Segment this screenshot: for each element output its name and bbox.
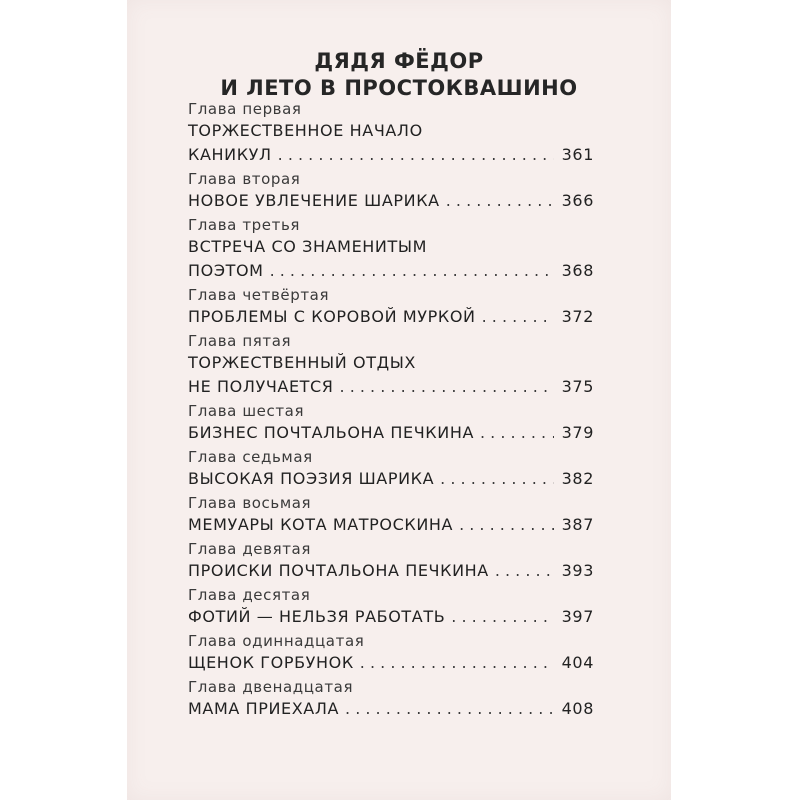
page-number: 408 [561, 699, 594, 718]
toc-list [188, 99, 594, 723]
chapter-title-line: ВСТРЕЧА СО ЗНАМЕНИТЫМ [188, 237, 427, 256]
chapter-label: Глава четвёртая [188, 286, 330, 304]
dot-leader [440, 467, 554, 491]
page-number: 379 [561, 423, 594, 442]
toc-heading [127, 48, 671, 102]
dot-leader [360, 651, 554, 675]
page-number: 361 [561, 145, 594, 164]
chapter-title: БИЗНЕС ПОЧТАЛЬОНА ПЕЧКИНА [188, 423, 474, 442]
chapter-title-row [188, 143, 594, 167]
chapter-title-row [188, 305, 594, 329]
toc-entry [188, 169, 594, 213]
book-page [127, 0, 671, 800]
chapter-title: КАНИКУЛ [188, 145, 272, 164]
dot-leader [451, 605, 554, 629]
toc-heading-line-1: ДЯДЯ ФЁДОР [314, 49, 484, 73]
chapter-title: ВЫСОКАЯ ПОЭЗИЯ ШАРИКА [188, 469, 435, 488]
toc-entry [188, 401, 594, 445]
chapter-title: ФОТИЙ — НЕЛЬЗЯ РАБОТАТЬ [188, 607, 446, 626]
chapter-title: НЕ ПОЛУЧАЕТСЯ [188, 377, 334, 396]
chapter-label: Глава одиннадцатая [188, 632, 365, 650]
chapter-title-row [188, 421, 594, 445]
page-number: 404 [561, 653, 594, 672]
chapter-title-row [188, 513, 594, 537]
page-number: 366 [561, 191, 594, 210]
page-number: 393 [561, 561, 594, 580]
dot-leader [446, 189, 554, 213]
toc-entry [188, 631, 594, 675]
page-number: 368 [561, 261, 594, 280]
toc-entry [188, 99, 594, 167]
toc-entry [188, 493, 594, 537]
chapter-title: НОВОЕ УВЛЕЧЕНИЕ ШАРИКА [188, 191, 440, 210]
dot-leader [480, 421, 554, 445]
toc-heading-line-2: И ЛЕТО В ПРОСТОКВАШИНО [220, 76, 578, 100]
dot-leader [345, 697, 554, 721]
chapter-label: Глава двенадцатая [188, 678, 354, 696]
page-number: 375 [561, 377, 594, 396]
chapter-title-line: ТОРЖЕСТВЕННЫЙ ОТДЫХ [188, 353, 416, 372]
toc-entry [188, 447, 594, 491]
chapter-title-row [188, 189, 594, 213]
toc-entry [188, 215, 594, 283]
chapter-label: Глава третья [188, 216, 301, 234]
toc-entry [188, 677, 594, 721]
chapter-label: Глава седьмая [188, 448, 313, 466]
chapter-title-row [188, 697, 594, 721]
chapter-title-line: ТОРЖЕСТВЕННОЕ НАЧАЛО [188, 121, 423, 140]
chapter-title-row [188, 375, 594, 399]
chapter-label: Глава первая [188, 100, 302, 118]
chapter-label: Глава шестая [188, 402, 305, 420]
chapter-title-row [188, 559, 594, 583]
page-number: 372 [561, 307, 594, 326]
chapter-title: ПРОБЛЕМЫ С КОРОВОЙ МУРКОЙ [188, 307, 476, 326]
chapter-label: Глава десятая [188, 586, 311, 604]
chapter-label: Глава восьмая [188, 494, 312, 512]
page-number: 387 [561, 515, 594, 534]
toc-entry [188, 331, 594, 399]
chapter-title-row [188, 467, 594, 491]
chapter-title: МАМА ПРИЕХАЛА [188, 699, 340, 718]
toc-entry [188, 539, 594, 583]
chapter-label: Глава вторая [188, 170, 301, 188]
dot-leader [459, 513, 554, 537]
page-number: 397 [561, 607, 594, 626]
chapter-label: Глава девятая [188, 540, 311, 558]
toc-entry [188, 285, 594, 329]
toc-entry [188, 585, 594, 629]
dot-leader [278, 143, 554, 167]
chapter-title: ЩЕНОК ГОРБУНОК [188, 653, 354, 672]
page-number: 382 [561, 469, 594, 488]
chapter-title: ПРОИСКИ ПОЧТАЛЬОНА ПЕЧКИНА [188, 561, 489, 580]
dot-leader [270, 259, 554, 283]
chapter-title: ПОЭТОМ [188, 261, 264, 280]
dot-leader [340, 375, 554, 399]
dot-leader [482, 305, 554, 329]
chapter-title: МЕМУАРЫ КОТА МАТРОСКИНА [188, 515, 454, 534]
chapter-title-row [188, 651, 594, 675]
chapter-title-row [188, 259, 594, 283]
chapter-label: Глава пятая [188, 332, 292, 350]
chapter-title-row [188, 605, 594, 629]
dot-leader [495, 559, 554, 583]
